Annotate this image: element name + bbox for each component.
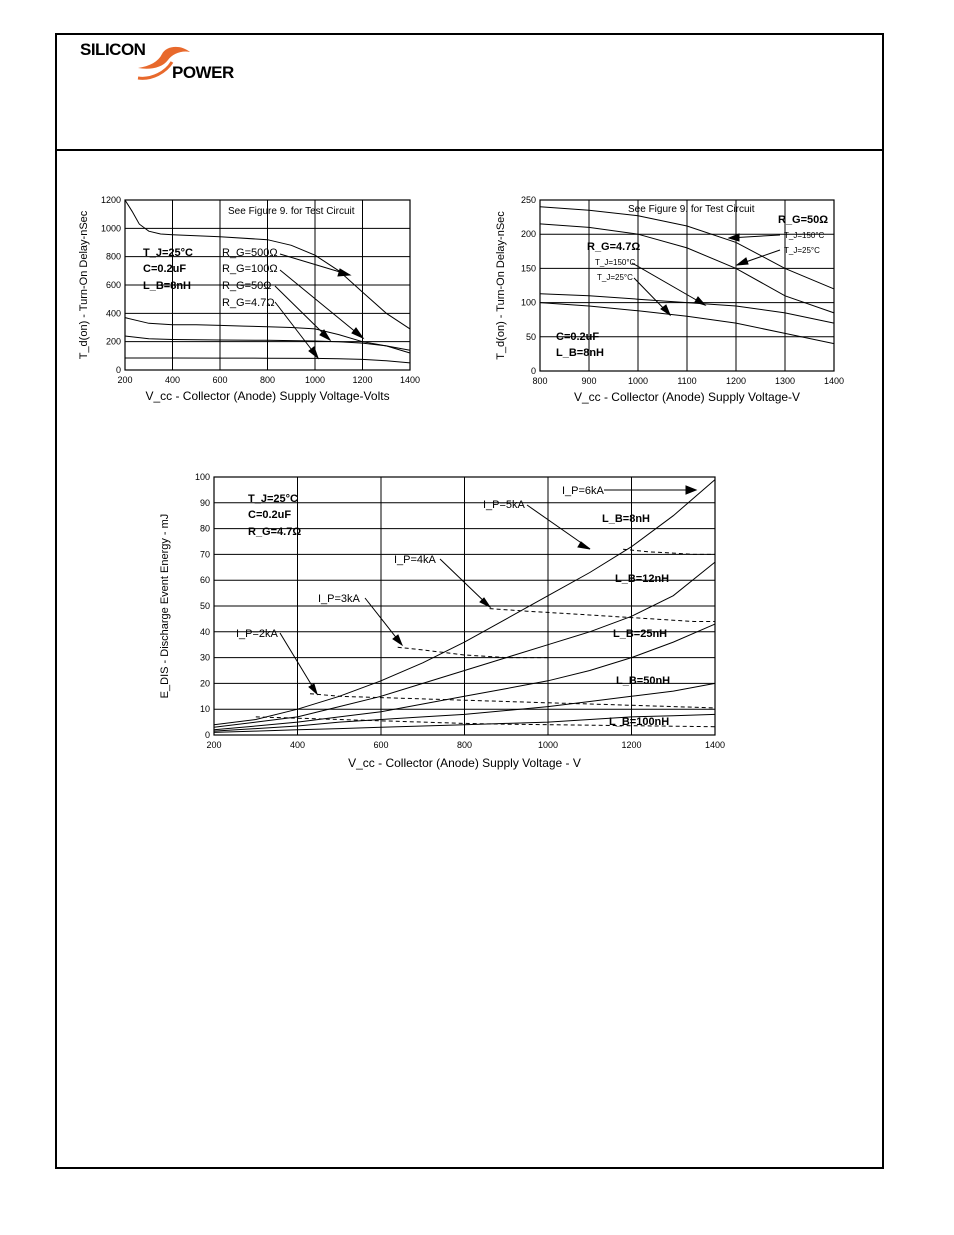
chart2-ytick-label: 100: [194, 472, 210, 482]
chart1-xtick-label: 900: [581, 376, 597, 386]
silicon-power-logo: [78, 38, 258, 88]
chart0-ytick-label: 600: [105, 280, 121, 290]
chart2-label-ip6: I_P=6kA: [562, 485, 604, 497]
chart2-label-ip2: I_P=2kA: [236, 628, 278, 640]
chart0-xtick-label: 800: [259, 375, 276, 385]
chart2-ytick-label: 0: [204, 730, 210, 740]
chart2-ytick-label: 90: [199, 497, 210, 508]
discharge-energy-vs-voltage-chart: [150, 465, 740, 775]
chart2-series-line-8: [310, 694, 715, 708]
turn-on-delay-vs-voltage-temperature-chart: [492, 190, 852, 410]
chart2-series-line-6: [490, 609, 715, 622]
chart2-label-ip4: I_P=4kA: [394, 554, 436, 566]
chart0-ytick-label: 1000: [100, 223, 121, 234]
chart1-ytick-label: 250: [520, 195, 536, 205]
chart0-ytick-label: 400: [105, 308, 121, 319]
chart2-ytick-label: 30: [199, 652, 210, 663]
header-divider: [55, 149, 884, 151]
chart0-label-rg4.7: R_G=4.7Ω: [222, 297, 275, 309]
chart1-ytick-label: 100: [520, 297, 536, 308]
chart0-ytick-label: 200: [105, 336, 121, 347]
chart2-series-line-5: [623, 549, 715, 554]
chart2-series-line-7: [398, 647, 548, 657]
logo-word-silicon: SILICON: [80, 40, 146, 59]
chart0-xtick-label: 1400: [399, 375, 421, 385]
chart1-label-rg4.7-tj25: T_J=25°C: [597, 273, 633, 282]
chart0-condition-lb: L_B=8nH: [143, 280, 191, 292]
chart0-condition-tj: T_J=25°C: [143, 247, 193, 259]
chart0-condition-c: C=0.2uF: [143, 263, 187, 275]
chart1-xtick-label: 800: [532, 376, 548, 386]
chart0-ytick-label: 1200: [100, 195, 121, 205]
chart1-xtick-label: 1400: [823, 376, 845, 386]
chart2-ytick-label: 50: [199, 601, 210, 611]
chart1-xtick-label: 1300: [774, 376, 796, 386]
chart2-xtick-label: 600: [373, 740, 389, 750]
chart2-condition-tj: T_J=25°C: [248, 493, 298, 505]
chart1-ytick-label: 150: [520, 263, 536, 274]
chart2-condition-c: C=0.2uF: [248, 509, 292, 521]
chart0-test-circuit-note: See Figure 9. for Test Circuit: [228, 206, 355, 217]
chart1-label-rg4.7-tj150: T_J=150°C: [595, 258, 636, 267]
chart0-ytick-label: 800: [105, 251, 121, 262]
turn-on-delay-vs-voltage-chart: [75, 190, 435, 410]
chart2-xtick-label: 1400: [704, 740, 726, 750]
chart2-label-ip3: I_P=3kA: [318, 593, 360, 605]
chart0-xtick-label: 600: [212, 375, 228, 385]
chart2-ytick-label: 20: [199, 678, 210, 689]
chart2-label-lb12: L_B=12nH: [615, 573, 670, 585]
chart0-xtick-label: 1200: [352, 375, 373, 385]
chart2-label-lb50: L_B=50nH: [616, 675, 671, 687]
chart2-ytick-label: 80: [199, 523, 210, 534]
chart1-label-rg50-tj25: T_J=25°C: [784, 246, 820, 255]
chart2-ytick-label: 10: [199, 704, 210, 715]
chart2-y-axis-label: E_DIS - Discharge Event Energy - mJ: [159, 513, 171, 699]
chart1-y-axis-label: T_d(on) - Turn-On Delay-nSec: [495, 211, 507, 360]
chart2-xtick-label: 400: [289, 740, 306, 750]
chart0-label-rg50: R_G=50Ω: [222, 280, 272, 292]
chart2-ytick-label: 70: [199, 549, 210, 560]
chart0-ytick-label: 0: [115, 365, 121, 375]
chart0-x-axis-label: V_cc - Collector (Anode) Supply Voltage-Volts: [145, 389, 390, 403]
chart2-ytick-label: 60: [199, 575, 210, 586]
chart1-xtick-label: 1200: [725, 376, 747, 386]
chart1-label-rg50: R_G=50Ω: [778, 214, 829, 226]
chart2-label-lb25: L_B=25nH: [613, 628, 668, 640]
chart2-xtick-label: 1000: [537, 740, 559, 750]
chart1-label-rg50-tj150: T_J=150°C: [784, 231, 825, 240]
chart1-ytick-label: 200: [520, 229, 536, 240]
chart2-xtick-label: 200: [206, 740, 222, 750]
chart0-y-axis-label: T_d(on) - Turn-On Delay-nSec: [78, 210, 90, 360]
chart1-ytick-label: 0: [530, 366, 536, 376]
chart1-test-circuit-note: See Figure 9. for Test Circuit: [628, 204, 755, 215]
chart0-xtick-label: 1000: [304, 375, 326, 385]
chart2-label-ip5: I_P=5kA: [483, 499, 525, 511]
chart1-xtick-label: 1000: [627, 376, 649, 386]
chart2-condition-rg: R_G=4.7Ω: [248, 526, 302, 538]
chart0-label-rg500: R_G=500Ω: [222, 247, 278, 259]
chart2-x-axis-label: V_cc - Collector (Anode) Supply Voltage - V: [348, 756, 581, 770]
chart2-label-lb8: L_B=8nH: [602, 513, 650, 525]
chart2-xtick-label: 800: [456, 740, 473, 750]
chart1-x-axis-label: V_cc - Collector (Anode) Supply Voltage-V: [573, 390, 801, 404]
chart1-xtick-label: 1100: [677, 376, 697, 386]
chart0-label-rg100: R_G=100Ω: [222, 263, 278, 275]
chart1-condition-lb: L_B=8nH: [556, 347, 604, 359]
chart0-xtick-label: 200: [117, 375, 133, 385]
logo-word-power: POWER: [172, 63, 234, 82]
chart1-condition-c: C=0.2uF: [556, 331, 600, 343]
chart2-label-lb100: L_B=100nH: [609, 716, 670, 728]
chart0-xtick-label: 400: [164, 375, 181, 385]
chart2-ytick-label: 40: [199, 626, 210, 637]
chart2-xtick-label: 1200: [621, 740, 642, 750]
chart1-ytick-label: 50: [525, 331, 536, 342]
chart1-label-rg4.7: R_G=4.7Ω: [587, 241, 641, 253]
